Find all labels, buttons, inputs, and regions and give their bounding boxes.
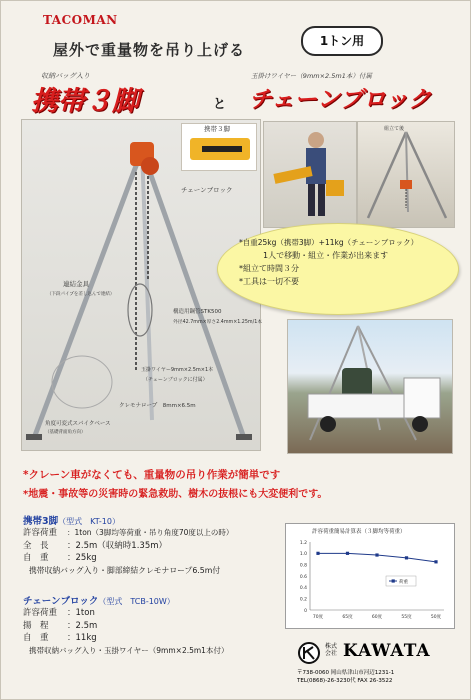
- load-chart: [285, 523, 455, 629]
- pipe-spec: 外径42.7mm×厚さ2.4mm×1.25m/1本: [173, 320, 263, 325]
- tripod-spec-name: 携帯3脚: [23, 516, 59, 527]
- company-name: KAWATA: [343, 641, 431, 661]
- company-prefix: 株式会社: [325, 643, 338, 657]
- chart-y-tick-label: 1.0: [299, 552, 307, 558]
- chart-data-point: [316, 552, 319, 555]
- chain-spec-row: 許容荷重 ：1ton: [23, 608, 95, 618]
- connector-sub: （下段パイプを差し込んで連結）: [47, 292, 115, 297]
- chart-data-point: [375, 553, 378, 556]
- chart-plot: [286, 524, 454, 628]
- bag-inset: [181, 123, 257, 171]
- company-address: 〒738-0060 岡山県津山市河辺1231-1: [297, 670, 395, 676]
- chart-x-tick-label: 65度: [342, 615, 353, 620]
- chart-y-tick-label: 0: [304, 608, 307, 614]
- chain-spec-name: チェーンブロック: [23, 596, 99, 607]
- worker-illustration: [264, 122, 356, 227]
- kawata-logo-icon: [297, 641, 321, 665]
- tripod-spec-note: 携帯収納バッグ入り・脚部締結クレモナロープ6.5m付: [29, 565, 221, 575]
- wire-sub: （チェーンブロックに付属）: [143, 377, 208, 383]
- chain-spec-title: [23, 593, 175, 607]
- brand-name: TACOMAN: [43, 13, 118, 27]
- callout-one-person: 1人で移動・組立・作業が出来ます: [263, 251, 389, 260]
- tripod-spec-table: [23, 527, 283, 577]
- chart-legend-marker: [392, 579, 395, 582]
- pipe-label: 構造用鋼管STK500: [173, 309, 222, 315]
- bag-note: 収納バッグ入り: [41, 72, 90, 80]
- callout-assembly-time: *組立て時間３分: [239, 264, 299, 273]
- chart-data-point: [346, 552, 349, 555]
- tripod-spec-row: 自 重 ：25kg: [23, 553, 97, 563]
- chart-y-tick-label: 1.2: [299, 540, 307, 546]
- chain-spec-row: 揚 程 ：2.5m: [23, 620, 98, 631]
- tripod-spec-row: 全 長 ：2.5m（収納時1.35m）: [23, 540, 168, 551]
- tripod-spec-title: [23, 513, 120, 527]
- chart-x-tick-label: 60度: [371, 615, 383, 620]
- truck-illustration: [288, 320, 452, 453]
- base-label: 角度可変式スパイクベース: [45, 421, 111, 427]
- wire-note: 玉掛けワイヤー（9mm×2.5m1本）付属: [251, 72, 372, 80]
- assembled-photo: [357, 121, 455, 228]
- callout-no-tools: *工具は一切不要: [239, 277, 299, 286]
- rope-label: クレモナロープ 8mm×6.5m: [119, 403, 196, 409]
- chain-spec-model: （型式 TCB-10W）: [98, 597, 175, 606]
- chart-data-point: [405, 556, 408, 559]
- chart-x-tick-label: 50度: [430, 615, 442, 620]
- chain-spec-table: [23, 607, 283, 657]
- company-tel: TEL(0868)-26-3230代 FAX 26-3522: [297, 678, 393, 684]
- promo-line-crane: *クレーン車がなくても、重量物の吊り作業が簡単です: [23, 469, 281, 481]
- field-photo: [287, 319, 453, 454]
- chain-block-label: チェーンブロック: [181, 186, 233, 194]
- title-tripod: 携帯３脚: [31, 86, 139, 117]
- assembled-label: 組立て後: [384, 126, 405, 132]
- wire-label: 玉掛ワイヤー9mm×2.5m×1本: [141, 367, 214, 373]
- chart-y-tick-label: 0.2: [299, 597, 307, 603]
- chart-x-tick-label: 55度: [401, 615, 412, 620]
- chain-spec-row: 自 重 ：11kg: [23, 633, 97, 643]
- chart-data-point: [434, 560, 437, 563]
- tripod-spec-model: （型式 KT-10）: [58, 517, 120, 526]
- worker-photo: [263, 121, 357, 228]
- headline: 屋外で重量物を吊り上げる: [53, 41, 246, 59]
- chart-legend-label: 荷重: [399, 580, 408, 585]
- chart-y-tick-label: 0.4: [299, 586, 307, 592]
- bag-label: 携帯３脚: [204, 125, 230, 133]
- assembled-illustration: [358, 122, 454, 227]
- callout-weight: *自重25kg（携帯3脚）+11kg（チェーンブロック）: [239, 238, 419, 247]
- chart-y-tick-label: 0.8: [299, 563, 307, 569]
- title-and: と: [213, 97, 227, 112]
- chart-y-tick-label: 0.6: [299, 574, 307, 580]
- base-sub: （基礎背面角方向）: [45, 430, 86, 435]
- capacity-badge: 1トン用: [301, 26, 383, 56]
- chain-spec-note: 携帯収納バッグ入り・玉掛ワイヤー（9mm×2.5m1本付）: [29, 645, 229, 655]
- chart-title: 許容荷重簡易計算表（３脚均等荷重）: [312, 529, 406, 535]
- connector-label: 連結金具: [63, 280, 89, 288]
- chart-x-tick-label: 70度: [312, 615, 324, 620]
- title-chain-block: チェーンブロック: [249, 87, 432, 113]
- tripod-spec-row: 許容荷重 ：1ton（3脚均等荷重・吊り角度70度以上の時）: [23, 528, 234, 538]
- promo-line-disaster: *地震・事故等の災害時の緊急救助、樹木の抜根にも大変便利です。: [23, 489, 328, 500]
